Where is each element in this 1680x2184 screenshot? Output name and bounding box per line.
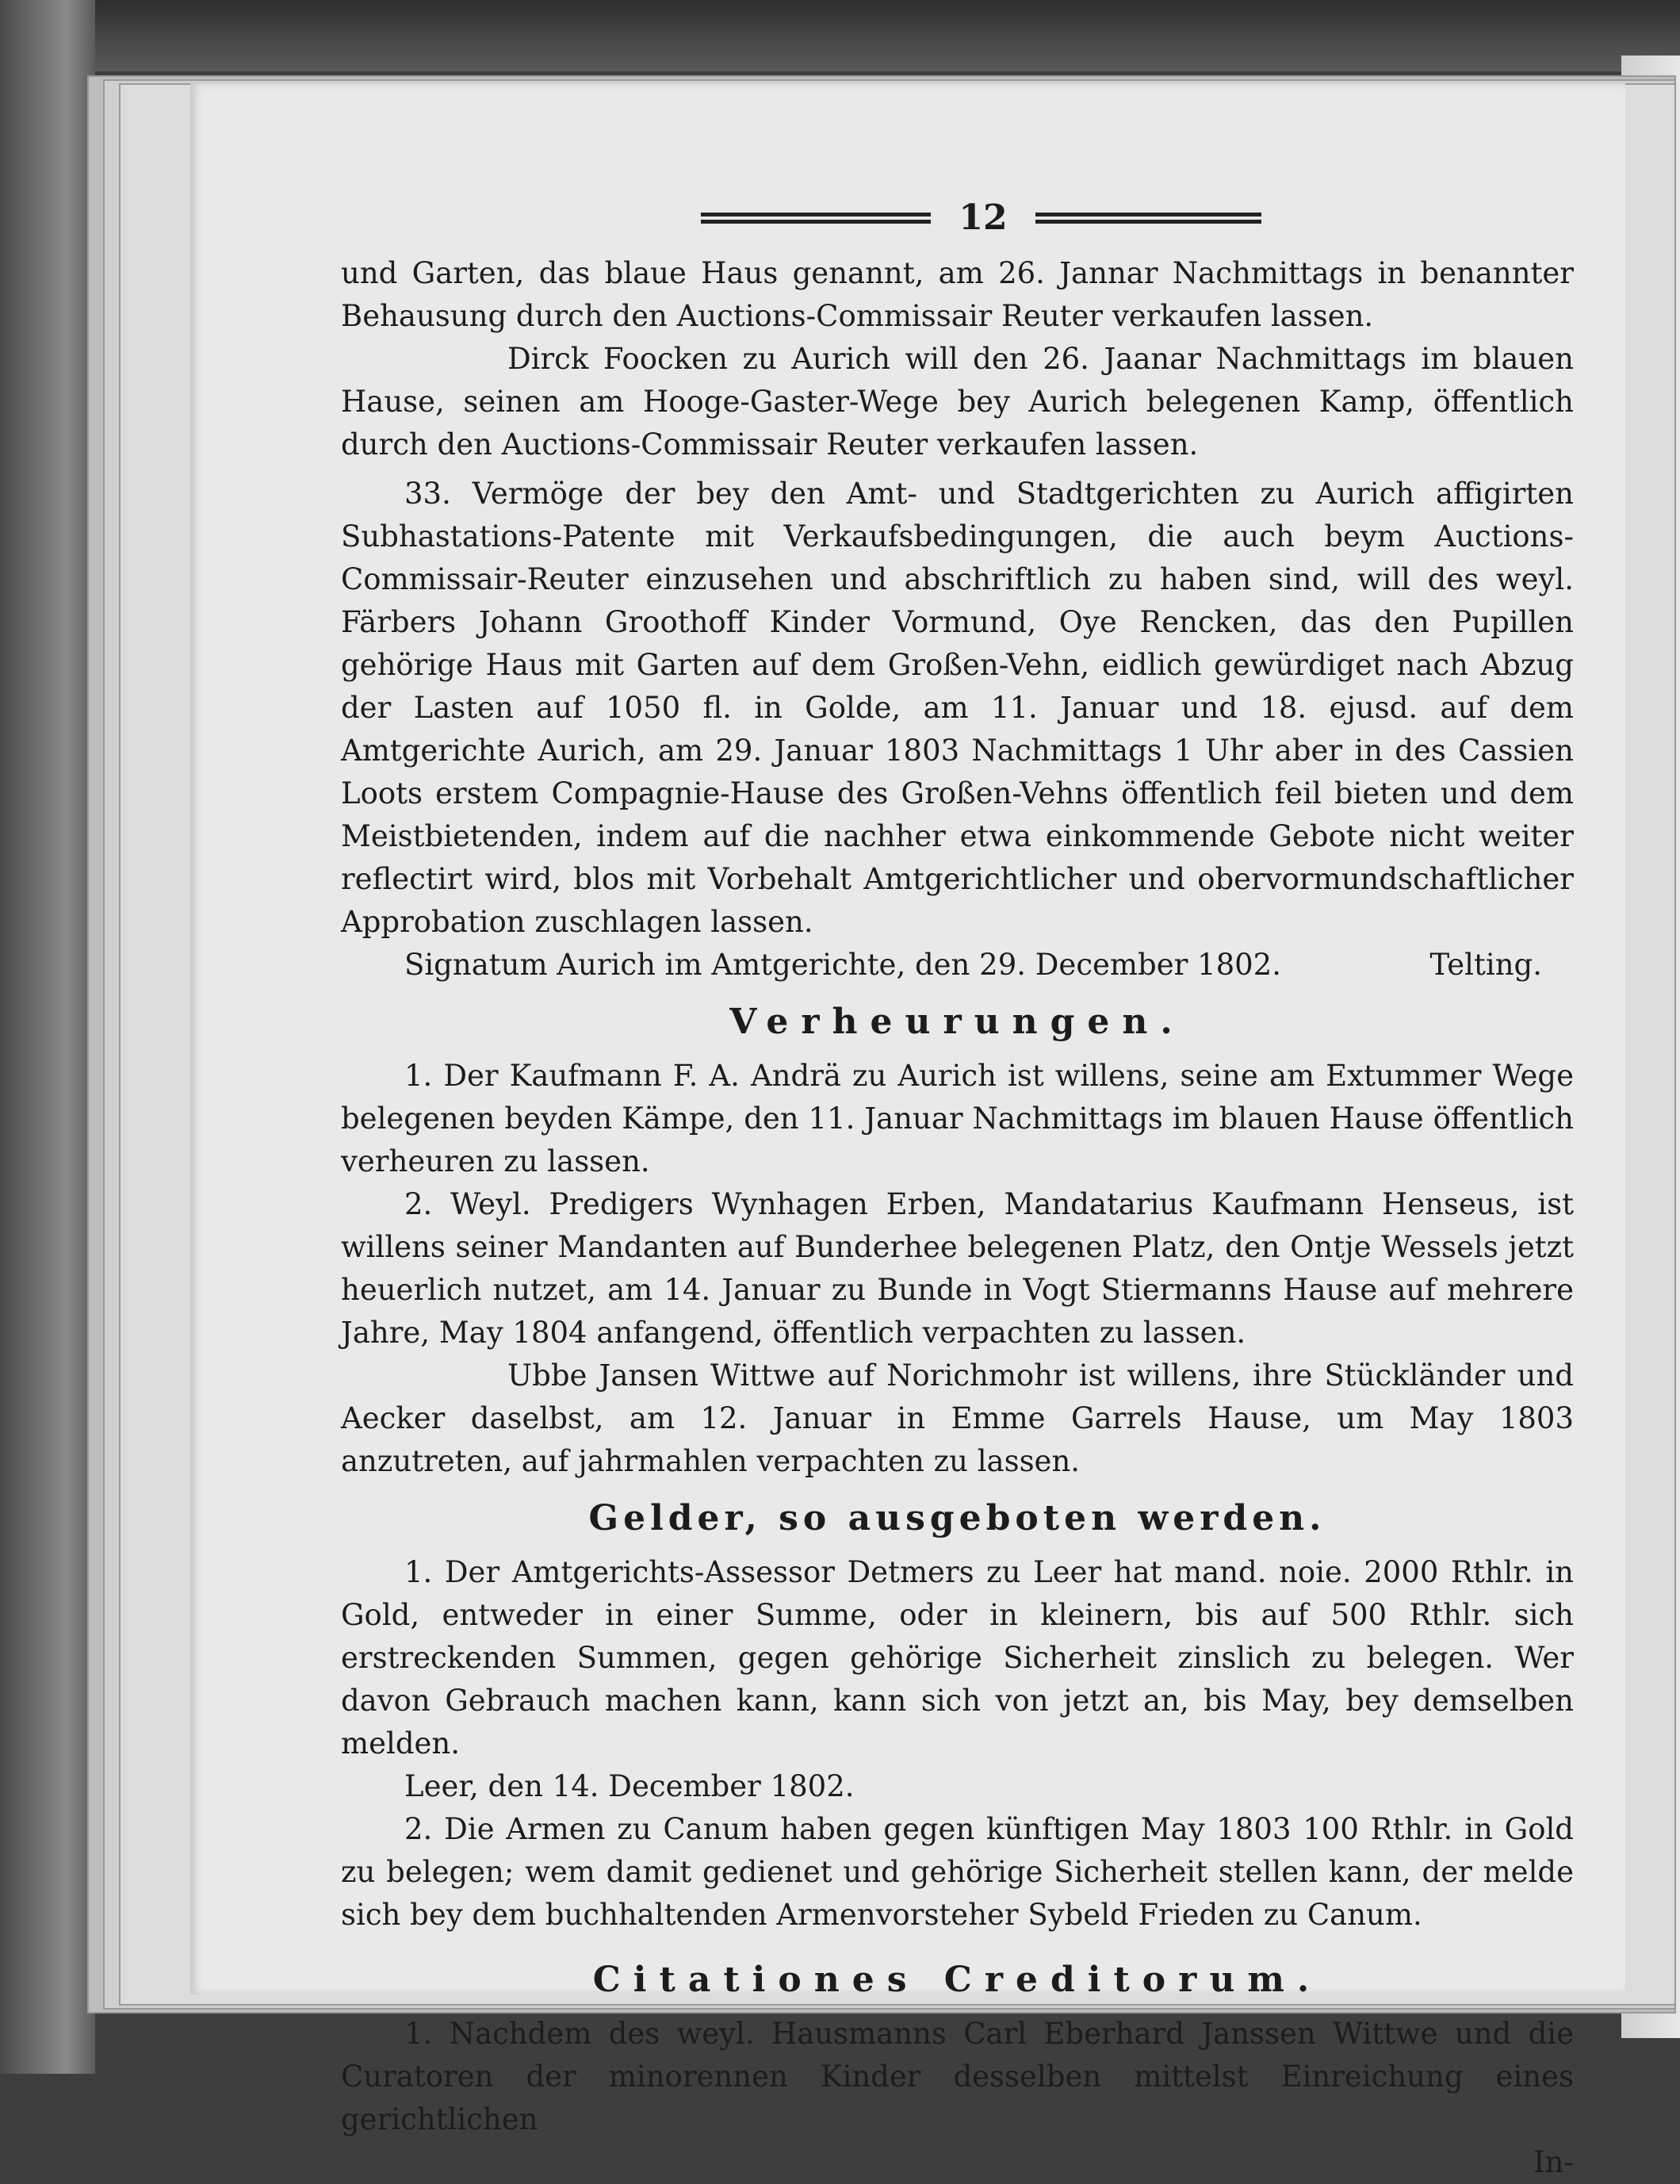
- section-heading: Gelder, so ausgeboten werden.: [588, 1498, 1326, 1538]
- paragraph: 1. Nachdem des weyl. Hausmanns Carl Eberhard Janssen Wittwe und die Curatoren der minorennen Kinder desselben mittelst Einreichung eines gerichtlichen: [341, 2017, 1574, 2136]
- paragraph: 2. Weyl. Predigers Wynhagen Erben, Mandatarius Kaufmann Henseus, ist willens seiner Mandanten auf Bunderhee belegenen Platz, den Ontje Wessels jetzt heuerlich nutzet, am 14. Januar zu Bunde in Vogt Stiermanns Hause auf mehrere Jahre, May 1804 anfangend, öffentlich verpachten zu lassen.: [341, 1187, 1574, 1350]
- book-spine: [0, 0, 95, 2074]
- paragraph: Dirck Foocken zu Aurich will den 26. Jaanar Nachmittags im blauen Hause, seinen am Hooge-Gaster-Wege bey Aurich belegenen Kamp, öffentlich durch den Auctions-Commissair Reuter verkaufen lassen.: [341, 342, 1574, 462]
- signer-name: Telting.: [1429, 948, 1542, 982]
- paragraph: 33. Vermöge der bey den Amt- und Stadtgerichten zu Aurich affigirten Subhastations-Patente mit Verkaufsbedingungen, die auch beym Auctions-Commissair-Reuter einzusehen und abschriftlich zu haben sind, will des weyl. Färbers Johann Groothoff Kinder Vormund, Oye Rencken, das den Pupillen gehörige Haus mit Garten auf dem Großen-Vehn, eidlich gewürdiget nach Abzug der Lasten auf 1050 fl. in Golde, am 11. Januar und 18. ejusd. auf dem Amtgerichte Aurich, am 29. Januar 1803 Nachmittags 1 Uhr aber in des Cassien Loots erstem Compagnie-Hause des Großen-Vehns öffentlich feil bieten und dem Meistbietenden, indem auf die nachher etwa einkommende Gebote nicht weiter reflectirt wird, blos mit Vorbehalt Amtgerichtlicher und obervormundschaftlicher Approbation zuschlagen lassen.: [341, 477, 1574, 939]
- page-number: 12: [959, 197, 1008, 238]
- section-heading: Citationes Creditorum.: [592, 1960, 1322, 2000]
- page-header: [388, 190, 1574, 246]
- paragraph: 1. Der Kaufmann F. A. Andrä zu Aurich ist willens, seine am Extummer Wege belegenen beyden Kämpe, den 11. Januar Nachmittags im blauen Hause öffentlich verheuren zu lassen.: [341, 1059, 1574, 1178]
- header-rule-left: [701, 213, 931, 224]
- header-rule-right: [1035, 213, 1261, 224]
- dateline: Leer, den 14. December 1802.: [404, 1769, 855, 1803]
- section-heading: Verheurungen.: [729, 1002, 1185, 1042]
- page-text: [341, 190, 1574, 2179]
- paragraph: 1. Der Amtgerichts-Assessor Detmers zu Leer hat mand. noie. 2000 Rthlr. in Gold, entweder in einer Summe, oder in kleinern, bis auf 500 Rthlr. sich erstreckenden Summen, gegen gehörige Sicherheit zinslich zu belegen. Wer davon Gebrauch machen kann, kann sich von jetzt an, bis May, bey demselben melden.: [341, 1555, 1574, 1761]
- paragraph: und Garten, das blaue Haus genannt, am 26. Jannar Nachmittags in benannter Behausung durch den Auctions-Commissair Reuter verkaufen lassen.: [341, 256, 1574, 333]
- catchword: In-: [1533, 2145, 1574, 2179]
- paragraph: 2. Die Armen zu Canum haben gegen künftigen May 1803 100 Rthlr. in Gold zu belegen; wem damit gedienet und gehörige Sicherheit stellen kann, der melde sich bey dem buchhaltenden Armenvorsteher Sybeld Frieden zu Canum.: [341, 1812, 1574, 1932]
- signature-line: [341, 944, 1574, 987]
- signatum-text: Signatum Aurich im Amtgerichte, den 29. December 1802.: [404, 948, 1281, 982]
- paragraph: Ubbe Jansen Wittwe auf Norichmohr ist willens, ihre Stückländer und Aecker daselbst, am 12. Januar in Emme Garrels Hause, um May 1803 anzutreten, auf jahrmahlen verpachten zu lassen.: [341, 1358, 1574, 1478]
- book-cover-top: [0, 0, 1680, 71]
